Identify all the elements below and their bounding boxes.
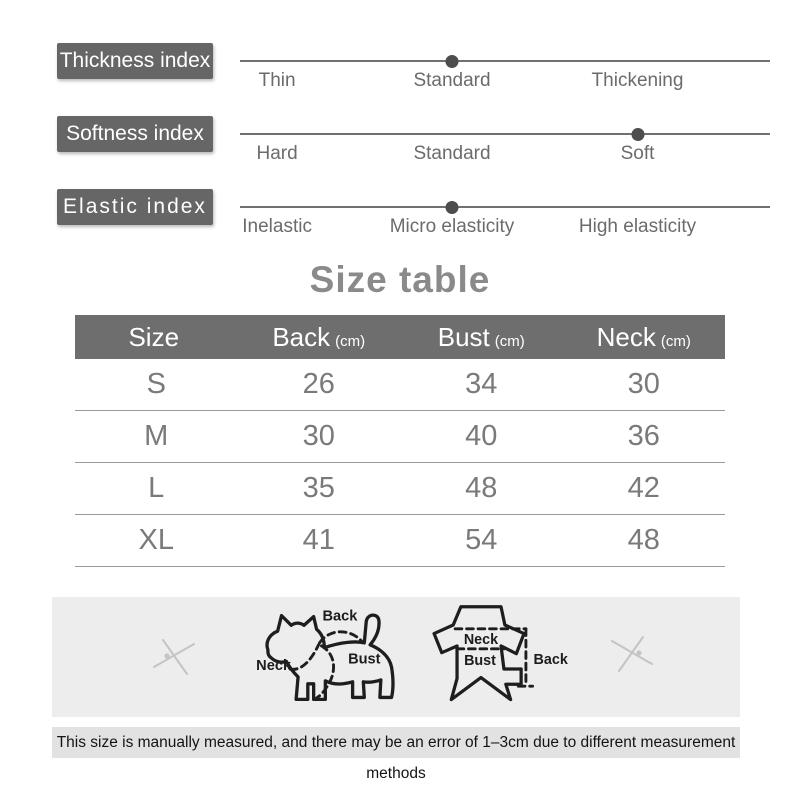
option-standard: Standard — [413, 70, 491, 91]
option-hard: Hard — [256, 143, 298, 164]
table-row — [75, 411, 725, 463]
cell-size: XL — [138, 524, 174, 556]
garment-back-label: Back — [533, 652, 568, 669]
cell-neck: 30 — [627, 368, 660, 400]
cell-size: L — [148, 472, 165, 504]
slider-line — [240, 133, 770, 135]
col-header-neck: Neck (cm) — [596, 321, 691, 352]
cell-neck: 42 — [627, 472, 660, 504]
measurement-diagram-band — [52, 597, 740, 717]
table-row — [75, 463, 725, 515]
slider-dot — [631, 128, 644, 141]
option-thin: Thin — [258, 70, 296, 91]
thickness-index-slider — [240, 60, 770, 100]
cell-bust: 54 — [465, 524, 498, 556]
size-table-header — [75, 315, 725, 359]
garment-bust-label: Bust — [464, 653, 496, 670]
slider-dot — [446, 201, 459, 214]
sparkle-icon — [152, 637, 196, 677]
softness-index-slider — [240, 133, 770, 173]
cell-bust: 34 — [465, 368, 498, 400]
garment-measurement-diagram — [426, 602, 578, 712]
size-table-title: Size table — [309, 259, 491, 300]
thickness-index-label: Thickness index — [57, 43, 213, 79]
cell-neck: 36 — [627, 420, 660, 452]
cell-back: 30 — [302, 420, 335, 452]
cell-neck: 48 — [627, 524, 660, 556]
slider-line — [240, 206, 770, 208]
cell-bust: 48 — [465, 472, 498, 504]
elastic-index-label: Elastic index — [57, 189, 213, 225]
slider-dot — [446, 55, 459, 68]
dog-measurement-diagram — [252, 601, 424, 713]
cell-size: S — [146, 368, 166, 400]
table-row — [75, 359, 725, 411]
cell-back: 35 — [302, 472, 335, 504]
garment-neck-label: Neck — [463, 632, 499, 649]
softness-index-label: Softness index — [57, 116, 213, 152]
size-table — [75, 315, 725, 567]
cell-back: 41 — [302, 524, 335, 556]
measurement-disclaimer: This size is manually measured, and there may be an error of 1–3cm due to different measurement methods — [52, 727, 740, 758]
option-micro-elasticity: Micro elasticity — [389, 216, 515, 237]
col-header-size: Size — [128, 321, 180, 352]
cell-back: 26 — [302, 368, 335, 400]
slider-line — [240, 60, 770, 62]
option-thickening: Thickening — [591, 70, 684, 91]
option-high-elasticity: High elasticity — [578, 216, 697, 237]
dog-back-label: Back — [322, 608, 358, 625]
dog-bust-label: Bust — [348, 651, 381, 668]
col-header-back: Back (cm) — [272, 321, 366, 352]
col-header-bust: Bust (cm) — [437, 321, 525, 352]
option-soft: Soft — [620, 143, 655, 164]
elastic-index-slider — [240, 206, 770, 246]
option-inelastic: Inelastic — [242, 216, 312, 237]
cell-size: M — [144, 420, 169, 452]
cell-bust: 40 — [465, 420, 498, 452]
option-standard: Standard — [413, 143, 491, 164]
dog-neck-label: Neck — [256, 658, 292, 675]
sparkle-icon — [610, 634, 654, 674]
table-row — [75, 515, 725, 567]
